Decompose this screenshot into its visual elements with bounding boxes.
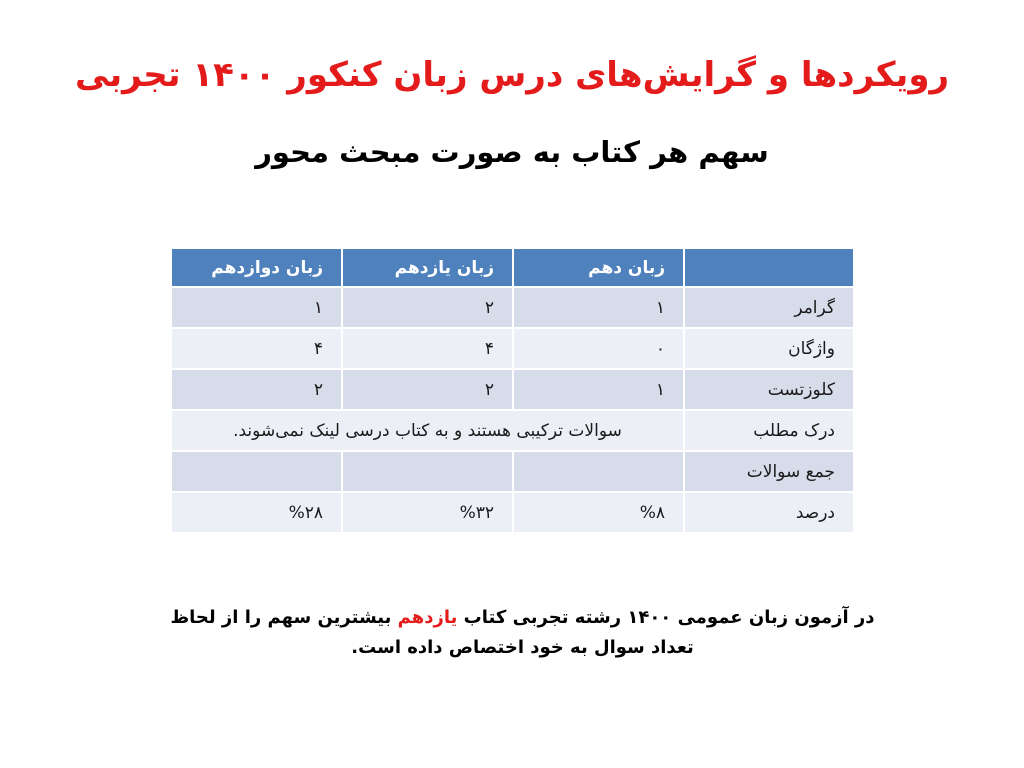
- cell-grade-12: [171, 451, 342, 492]
- cell-grade-10: ۱: [513, 287, 684, 328]
- row-label: درصد: [684, 492, 854, 533]
- slide-title: رویکردها و گرایش‌های درس زبان کنکور ۱۴۰۰ تجربی: [74, 55, 950, 95]
- table-row-reading: [171, 410, 854, 451]
- footnote-part-2: بیشترین سهم را از لحاظ تعداد سوال به خود اختصاص داده است.: [170, 607, 694, 658]
- footnote-highlight: یازدهم: [397, 607, 458, 628]
- table-header-row: [171, 248, 854, 287]
- cell-grade-12: ۴: [171, 328, 342, 369]
- share-table: [170, 247, 855, 534]
- header-grade-12: زبان دوازدهم: [171, 248, 342, 287]
- table-row-vocabulary: [171, 328, 854, 369]
- cell-grade-10: ۰: [513, 328, 684, 369]
- row-label: گرامر: [684, 287, 854, 328]
- table-row-percent: [171, 492, 854, 533]
- table-row-grammar: [171, 287, 854, 328]
- cell-grade-11: ۲: [342, 369, 513, 410]
- cell-grade-12: ۲: [171, 369, 342, 410]
- cell-grade-12: ۱: [171, 287, 342, 328]
- footnote-text: [150, 603, 895, 663]
- header-grade-10: زبان دهم: [513, 248, 684, 287]
- footnote-part-1: در آزمون زبان عمومی ۱۴۰۰ رشته تجربی کتاب: [457, 607, 875, 628]
- row-label: واژگان: [684, 328, 854, 369]
- cell-grade-10: %۸: [513, 492, 684, 533]
- slide-subtitle: سهم هر کتاب به صورت مبحث محور: [255, 135, 769, 169]
- table-row-total-questions: [171, 451, 854, 492]
- header-empty-cell: [684, 248, 854, 287]
- row-label: جمع سوالات: [684, 451, 854, 492]
- row-label: کلوزتست: [684, 369, 854, 410]
- cell-grade-11: ۲: [342, 287, 513, 328]
- row-label: درک مطلب: [684, 410, 854, 451]
- table-row-cloze-test: [171, 369, 854, 410]
- cell-grade-10: [513, 451, 684, 492]
- cell-grade-11: ۴: [342, 328, 513, 369]
- header-grade-11: زبان یازدهم: [342, 248, 513, 287]
- cell-grade-12: %۲۸: [171, 492, 342, 533]
- cell-grade-11: %۳۲: [342, 492, 513, 533]
- cell-grade-10: ۱: [513, 369, 684, 410]
- merged-note-cell: سوالات ترکیبی هستند و به کتاب درسی لینک نمی‌شوند.: [171, 410, 684, 451]
- cell-grade-11: [342, 451, 513, 492]
